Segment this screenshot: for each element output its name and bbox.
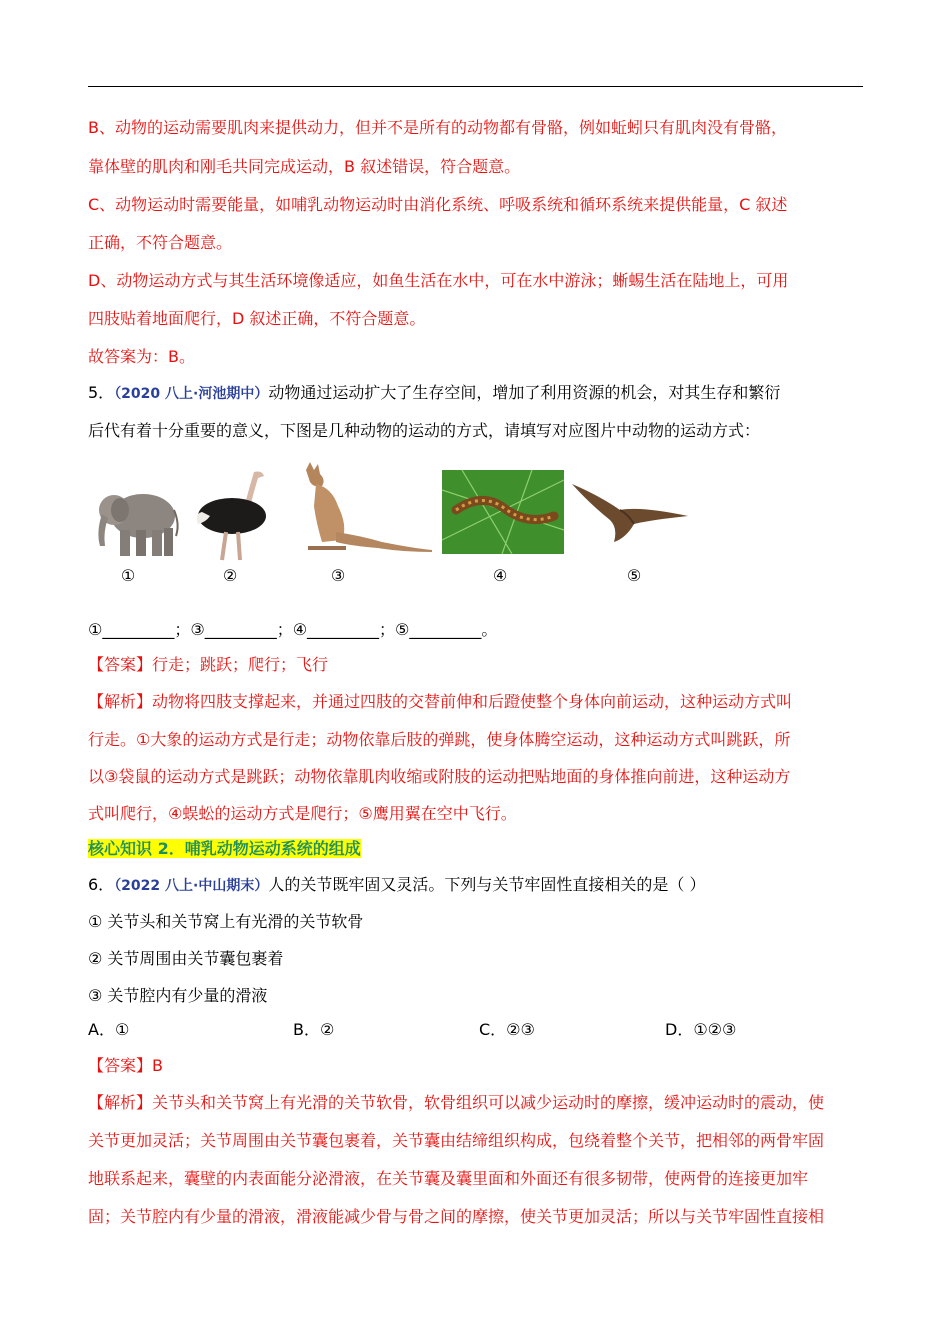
q6-option-b: B．② bbox=[293, 1020, 335, 1039]
final-answer: 故答案为：B。 bbox=[88, 347, 195, 366]
q5-source: （2020 八上·河池期中） bbox=[114, 386, 269, 402]
analysis-b-line2: 靠体壁的肌肉和刚毛共同完成运动，B 叙述错误，符合题意。 bbox=[88, 157, 521, 176]
analysis-b-line1: B、动物的运动需要肌肉来提供动力，但并不是所有的动物都有骨骼，例如蚯蚓只有肌肉没有骨骼， bbox=[88, 118, 787, 137]
q6-option-a: A．① bbox=[88, 1020, 130, 1039]
label-5: ⑤ bbox=[626, 566, 642, 585]
elephant-image bbox=[88, 484, 184, 560]
q5-number: 5． bbox=[88, 383, 115, 402]
q5-analysis-line2: 行走。①大象的运动方式是行走；动物依靠后肢的弹跳，使身体腾空运动，这种运动方式叫跳跃，所 bbox=[88, 730, 791, 749]
q6-answer-text: B bbox=[152, 1056, 163, 1075]
q6-option-c: C．②③ bbox=[479, 1020, 535, 1039]
q6-item-1: ① 关节头和关节窝上有光滑的关节软骨 bbox=[88, 912, 364, 931]
q5-analysis-line4: 式叫爬行，④蜈蚣的运动方式是爬行；⑤鹰用翼在空中飞行。 bbox=[88, 804, 517, 823]
label-4: ④ bbox=[492, 566, 508, 585]
q5-analysis-line1 bbox=[88, 692, 792, 712]
kangaroo-image bbox=[292, 462, 434, 554]
q6-item-2: ② 关节周围由关节囊包裹着 bbox=[88, 949, 284, 968]
q5-analysis-line3: 以③袋鼠的运动方式是跳跃；动物依靠肌肉收缩或附肢的运动把贴地面的身体推向前进，这种运动方 bbox=[88, 767, 791, 786]
q5-stem-line1 bbox=[88, 383, 780, 404]
q6-number: 6． bbox=[88, 875, 115, 894]
q6-stem bbox=[88, 875, 705, 896]
analysis-d-line2: 四肢贴着地面爬行，D 叙述正确，不符合题意。 bbox=[88, 309, 426, 328]
header-rule bbox=[88, 86, 863, 87]
q5-stem-text: 动物通过运动扩大了生存空间，增加了利用资源的机会，对其生存和繁衍 bbox=[268, 383, 781, 402]
q6-item-3: ③ 关节腔内有少量的滑液 bbox=[88, 986, 268, 1005]
label-1: ① bbox=[120, 566, 136, 585]
q5-stem-line2: 后代有着十分重要的意义，下图是几种动物的运动的方式，请填写对应图片中动物的运动方式： bbox=[88, 421, 761, 440]
q6-analysis-line3: 地联系起来，囊壁的内表面能分泌滑液，在关节囊及囊里面和外面还有很多韧带，使两骨的连接更加牢 bbox=[88, 1169, 809, 1188]
q6-source: （2022 八上·中山期末） bbox=[114, 878, 269, 894]
animal-figure bbox=[88, 462, 708, 590]
q6-analysis-line4: 固；关节腔内有少量的滑液，滑液能减少骨与骨之间的摩擦，使关节更加灵活；所以与关节牢固性直接相 bbox=[88, 1207, 825, 1226]
analysis-text: 动物将四肢支撑起来，并通过四肢的交替前伸和后蹬使整个身体向前运动，这种运动方式叫 bbox=[152, 692, 793, 711]
label-2: ② bbox=[222, 566, 238, 585]
q6-analysis-tag: 【解析】 bbox=[88, 1093, 153, 1112]
centipede-image bbox=[442, 470, 564, 554]
q6-analysis-line1 bbox=[88, 1093, 824, 1113]
analysis-tag: 【解析】 bbox=[88, 692, 153, 711]
answer-text: 行走；跳跃；爬行；飞行 bbox=[152, 655, 329, 674]
eagle-image bbox=[570, 480, 690, 544]
q6-option-d: D．①②③ bbox=[665, 1020, 737, 1039]
q5-answer bbox=[88, 655, 328, 675]
q6-analysis-text: 关节头和关节窝上有光滑的关节软骨，软骨组织可以减少运动时的摩擦，缓冲运动时的震动，使 bbox=[152, 1093, 825, 1112]
knowledge-heading bbox=[88, 839, 361, 859]
q6-answer-tag: 【答案】 bbox=[88, 1056, 153, 1075]
answer-tag: 【答案】 bbox=[88, 655, 153, 674]
q6-answer bbox=[88, 1056, 163, 1076]
analysis-c-line1: C、动物运动时需要能量，如哺乳动物运动时由消化系统、呼吸系统和循环系统来提供能量，C 叙述 bbox=[88, 195, 788, 214]
analysis-c-line2: 正确，不符合题意。 bbox=[88, 233, 233, 252]
q6-stem-text: 人的关节既牢固又灵活。下列与关节牢固性直接相关的是（ ） bbox=[268, 875, 706, 894]
q6-analysis-line2: 关节更加灵活；关节周围由关节囊包裹着，关节囊由结缔组织构成，包绕着整个关节，把相邻的两骨牢固 bbox=[88, 1131, 825, 1150]
ostrich-image bbox=[192, 468, 288, 564]
label-3: ③ bbox=[330, 566, 346, 585]
analysis-d-line1: D、动物运动方式与其生活环境像适应，如鱼生活在水中，可在水中游泳；蜥蜴生活在陆地上，可用 bbox=[88, 271, 789, 290]
q5-blanks: ①_________；③_________；④_________；⑤_________。 bbox=[88, 620, 498, 639]
knowledge-heading-text: 核心知识 2．哺乳动物运动系统的组成 bbox=[88, 839, 361, 858]
